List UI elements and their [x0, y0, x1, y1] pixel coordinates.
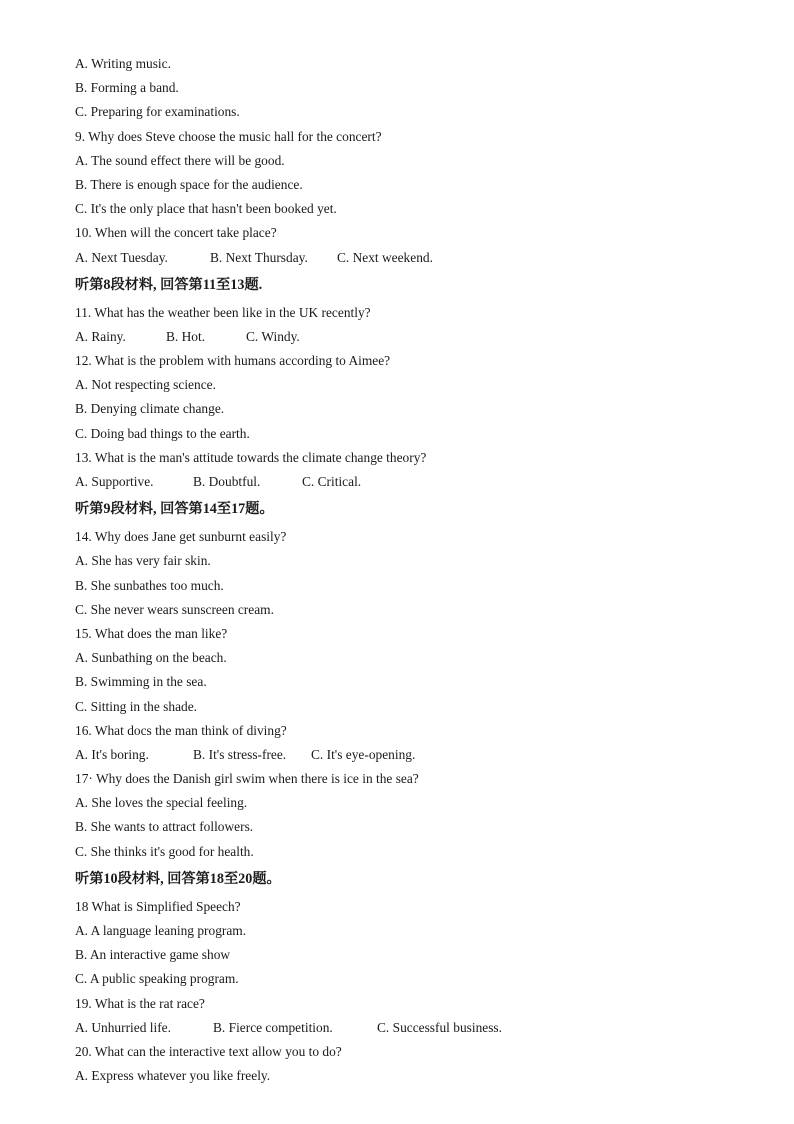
option-a: A. Supportive. — [75, 474, 154, 489]
option-c: C. It's eye-opening. — [311, 746, 416, 762]
option-c: C. Successful business. — [377, 1019, 502, 1035]
option-line: B. Forming a band. — [75, 80, 179, 96]
option-line: A. A language leaning program. — [75, 923, 247, 938]
option-line: A. She has very fair skin. — [75, 553, 211, 569]
option-line: A. The sound effect there will be good. — [75, 152, 285, 168]
exam-page — [75, 52, 755, 1088]
option-line: A. Not respecting science. — [75, 377, 216, 393]
options-row — [75, 743, 755, 767]
option-line: B. Denying climate change. — [75, 401, 225, 417]
option-line: A. She loves the special feeling. — [75, 795, 248, 811]
option-line: B. She sunbathes too much. — [75, 577, 224, 593]
options-row — [75, 325, 755, 349]
option-line: B. An interactive game show — [75, 947, 231, 963]
option-b: B. Hot. — [166, 328, 206, 344]
section-heading-10: 听第10段材料, 回答第18至20题。 — [75, 870, 281, 887]
options-row — [75, 1016, 755, 1040]
question-11: 11. What has the weather been like in the UK recently? — [75, 304, 371, 320]
option-a: A. Rainy. — [75, 328, 126, 344]
option-line: B. She wants to attract followers. — [75, 819, 254, 835]
option-b: B. It's stress-free. — [193, 746, 287, 762]
question-19: 19. What is the rat race? — [75, 995, 205, 1011]
question-13: 13. What is the man's attitude towards the climate change theory? — [75, 449, 427, 465]
option-line: B. Swimming in the sea. — [75, 674, 207, 690]
question-15: 15. What does the man like? — [75, 625, 228, 641]
option-line: A. Express whatever you like freely. — [75, 1068, 271, 1084]
option-b: B. Next Thursday. — [210, 249, 308, 265]
option-a: A. It's boring. — [75, 746, 149, 762]
question-18: 18 What is Simplified Speech? — [75, 898, 241, 914]
option-line: C. Preparing for examinations. — [75, 104, 240, 120]
question-20: 20. What can the interactive text allow you to do? — [75, 1043, 342, 1059]
question-9: 9. Why does Steve choose the music hall for the concert? — [75, 128, 382, 144]
options-row — [75, 470, 755, 494]
option-line: C. Doing bad things to the earth. — [75, 425, 250, 441]
question-14: 14. Why does Jane get sunburnt easily? — [75, 529, 287, 545]
question-16: 16. What docs the man think of diving? — [75, 722, 287, 738]
option-line: A. Writing music. — [75, 56, 171, 71]
option-line: C. It's the only place that hasn't been booked yet. — [75, 201, 337, 217]
question-17: 17· Why does the Danish girl swim when there is ice in the sea? — [75, 771, 419, 787]
option-b: B. Doubtful. — [193, 474, 261, 489]
option-line: C. She never wears sunscreen cream. — [75, 601, 274, 617]
option-line: C. She thinks it's good for health. — [75, 843, 254, 859]
options-row — [75, 246, 755, 270]
option-a: A. Next Tuesday. — [75, 249, 168, 265]
option-line: B. There is enough space for the audience. — [75, 176, 303, 192]
option-line: C. Sitting in the shade. — [75, 698, 197, 714]
section-heading-8: 听第8段材料, 回答第11至13题. — [75, 276, 263, 293]
option-c: C. Windy. — [246, 328, 300, 344]
question-10: 10. When will the concert take place? — [75, 225, 277, 241]
option-c: C. Critical. — [302, 474, 362, 489]
section-heading-9: 听第9段材料, 回答第14至17题。 — [75, 501, 274, 518]
question-12: 12. What is the problem with humans according to Aimee? — [75, 353, 391, 369]
option-a: A. Unhurried life. — [75, 1019, 171, 1035]
option-b: B. Fierce competition. — [213, 1019, 333, 1035]
option-c: C. Next weekend. — [337, 249, 433, 265]
option-line: A. Sunbathing on the beach. — [75, 650, 227, 666]
option-line: C. A public speaking program. — [75, 971, 239, 987]
